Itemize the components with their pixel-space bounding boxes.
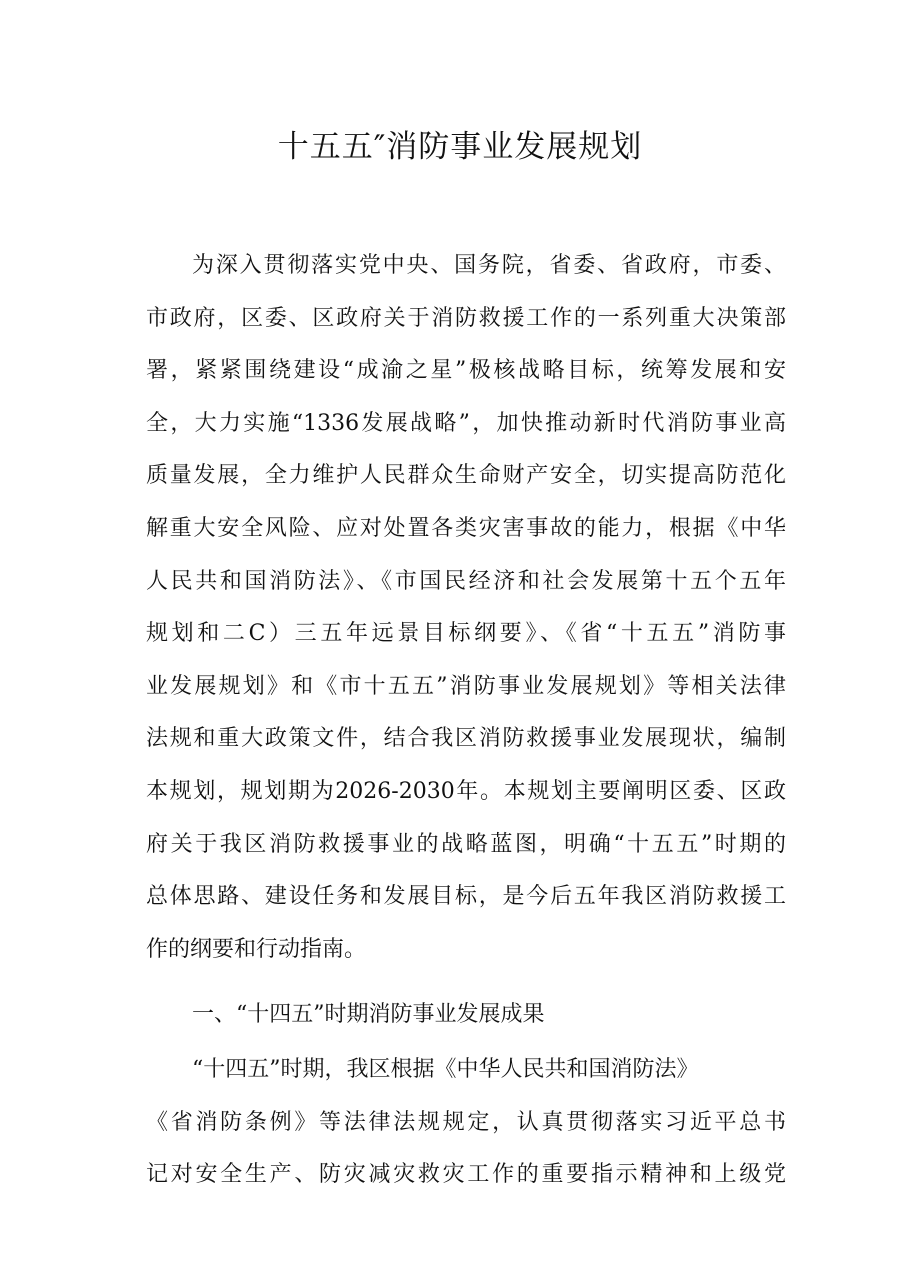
intro-line: 解重大安全风险、应对处置各类灾害事故的能力，根据《中华 xyxy=(146,515,786,541)
intro-line: 市政府，区委、区政府关于消防救援工作的一系列重大决策部 xyxy=(146,305,786,331)
section-heading-block xyxy=(146,989,786,1042)
intro-line: 为深入贯彻落实党中央、国务院，省委、省政府，市委、 xyxy=(192,253,786,278)
section-paragraph xyxy=(146,1044,786,1202)
section-line: 《省消防条例》等法律法规规定，认真贯彻落实习近平总书 xyxy=(146,1109,786,1135)
intro-line: 人民共和国消防法》、《市国民经济和社会发展第十五个五年 xyxy=(146,568,786,594)
intro-line: 全，大力实施“1336发展战略”，加快推动新时代消防事业高 xyxy=(146,410,786,436)
intro-line: 总体思路、建设任务和发展目标，是今后五年我区消防救援工 xyxy=(146,884,786,910)
intro-line: 本规划，规划期为2026-2030年。本规划主要阐明区委、区政 xyxy=(146,778,786,804)
intro-line: 作的纲要和行动指南。 xyxy=(146,936,367,962)
intro-line: 法规和重大政策文件，结合我区消防救援事业发展现状，编制 xyxy=(146,726,786,752)
section-heading: 一、“十四五”时期消防事业发展成果 xyxy=(192,1002,545,1028)
section-line: “十四五”时期，我区根据《中华人民共和国消防法》 xyxy=(192,1056,699,1082)
document-body xyxy=(146,240,786,1202)
intro-paragraph xyxy=(146,240,786,976)
section-line: 记对安全生产、防灾减灾救灾工作的重要指示精神和上级党 xyxy=(146,1162,786,1188)
intro-line: 规划和二C）三五年远景目标纲要》、《省“十五五”消防事 xyxy=(146,621,786,647)
intro-line: 质量发展，全力维护人民群众生命财产安全，切实提高防范化 xyxy=(146,463,786,489)
intro-line: 业发展规划》和《市十五五”消防事业发展规划》等相关法律 xyxy=(146,673,786,699)
intro-line: 府关于我区消防救援事业的战略蓝图，明确“十五五”时期的 xyxy=(146,831,786,857)
intro-line: 署，紧紧围绕建设“成渝之星”极核战略目标，统筹发展和安 xyxy=(146,358,786,384)
document-title: 十五五″消防事业发展规划 xyxy=(277,129,643,165)
